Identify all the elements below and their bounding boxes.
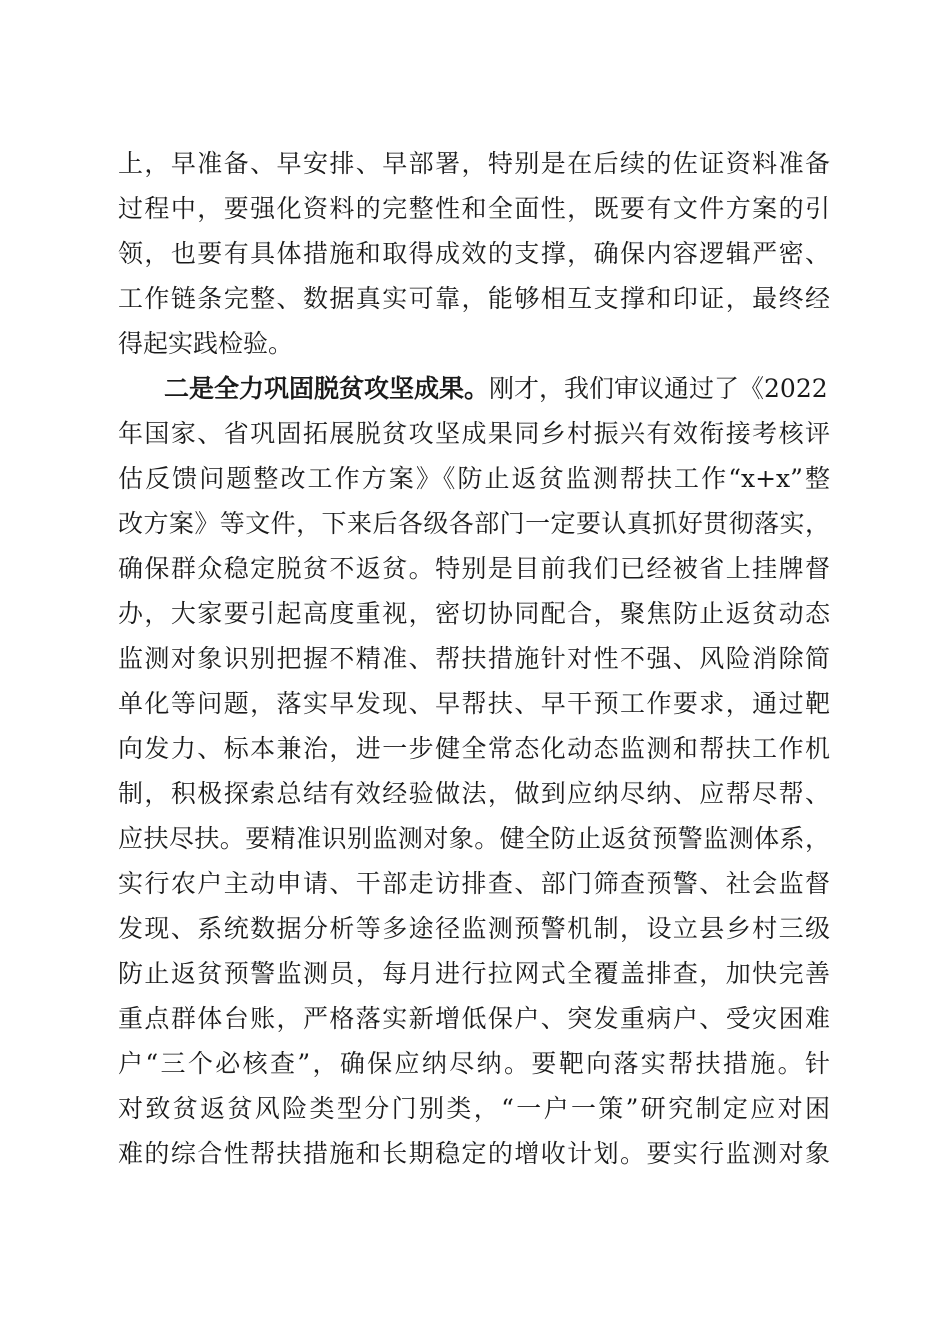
paragraph-line: 办，大家要引起高度重视，密切协同配合，聚焦防止返贫动态 bbox=[118, 599, 830, 628]
paragraph-line: 得起实践检验。 bbox=[118, 329, 294, 358]
paragraph-line: 防止返贫预警监测员，每月进行拉网式全覆盖排查，加快完善 bbox=[118, 959, 830, 988]
paragraph-line: 应扶尽扶。要精准识别监测对象。健全防止返贫预警监测体系， bbox=[118, 824, 830, 853]
paragraph-line: 监测对象识别把握不精准、帮扶措施针对性不强、风险消除简 bbox=[118, 644, 830, 673]
paragraph-line: 对致贫返贫风险类型分门别类，“一户一策”研究制定应对困 bbox=[118, 1094, 830, 1123]
section-heading: 二是全力巩固脱贫攻坚成果。 bbox=[164, 374, 490, 403]
paragraph-line: 发现、系统数据分析等多途径监测预警机制，设立县乡村三级 bbox=[118, 914, 830, 943]
paragraph-line: 向发力、标本兼治，进一步健全常态化动态监测和帮扶工作机 bbox=[118, 734, 830, 763]
paragraph-line: 工作链条完整、数据真实可靠，能够相互支撑和印证，最终经 bbox=[118, 284, 830, 313]
paragraph-line: 改方案》等文件，下来后各级各部门一定要认真抓好贯彻落实， bbox=[118, 509, 830, 538]
paragraph-line: 单化等问题，落实早发现、早帮扶、早干预工作要求，通过靶 bbox=[118, 689, 830, 718]
paragraph-line: 重点群体台账，严格落实新增低保户、突发重病户、受灾困难 bbox=[118, 1004, 830, 1033]
paragraph-line: 确保群众稳定脱贫不返贫。特别是目前我们已经被省上挂牌督 bbox=[118, 554, 830, 583]
paragraph-line: 户“三个必核查”，确保应纳尽纳。要靶向落实帮扶措施。针 bbox=[118, 1049, 830, 1078]
paragraph-line: 难的综合性帮扶措施和长期稳定的增收计划。要实行监测对象 bbox=[118, 1139, 830, 1168]
paragraph-line: 估反馈问题整改工作方案》《防止返贫监测帮扶工作“x+x”整 bbox=[118, 464, 830, 493]
paragraph-line: 年国家、省巩固拓展脱贫攻坚成果同乡村振兴有效衔接考核评 bbox=[118, 419, 830, 448]
paragraph-line: 实行农户主动申请、干部走访排查、部门筛查预警、社会监督 bbox=[118, 869, 830, 898]
paragraph-first-line bbox=[164, 366, 830, 411]
paragraph-line: 制，积极探索总结有效经验做法，做到应纳尽纳、应帮尽帮、 bbox=[118, 779, 830, 808]
paragraph-line: 上，早准备、早安排、早部署，特别是在后续的佐证资料准备 bbox=[118, 149, 830, 178]
document-body bbox=[118, 141, 830, 1291]
paragraph-line-rest: 刚才，我们审议通过了《2022 bbox=[489, 374, 828, 403]
paragraph-line: 过程中，要强化资料的完整性和全面性，既要有文件方案的引 bbox=[118, 194, 830, 223]
paragraph-line: 领，也要有具体措施和取得成效的支撑，确保内容逻辑严密、 bbox=[118, 239, 830, 268]
